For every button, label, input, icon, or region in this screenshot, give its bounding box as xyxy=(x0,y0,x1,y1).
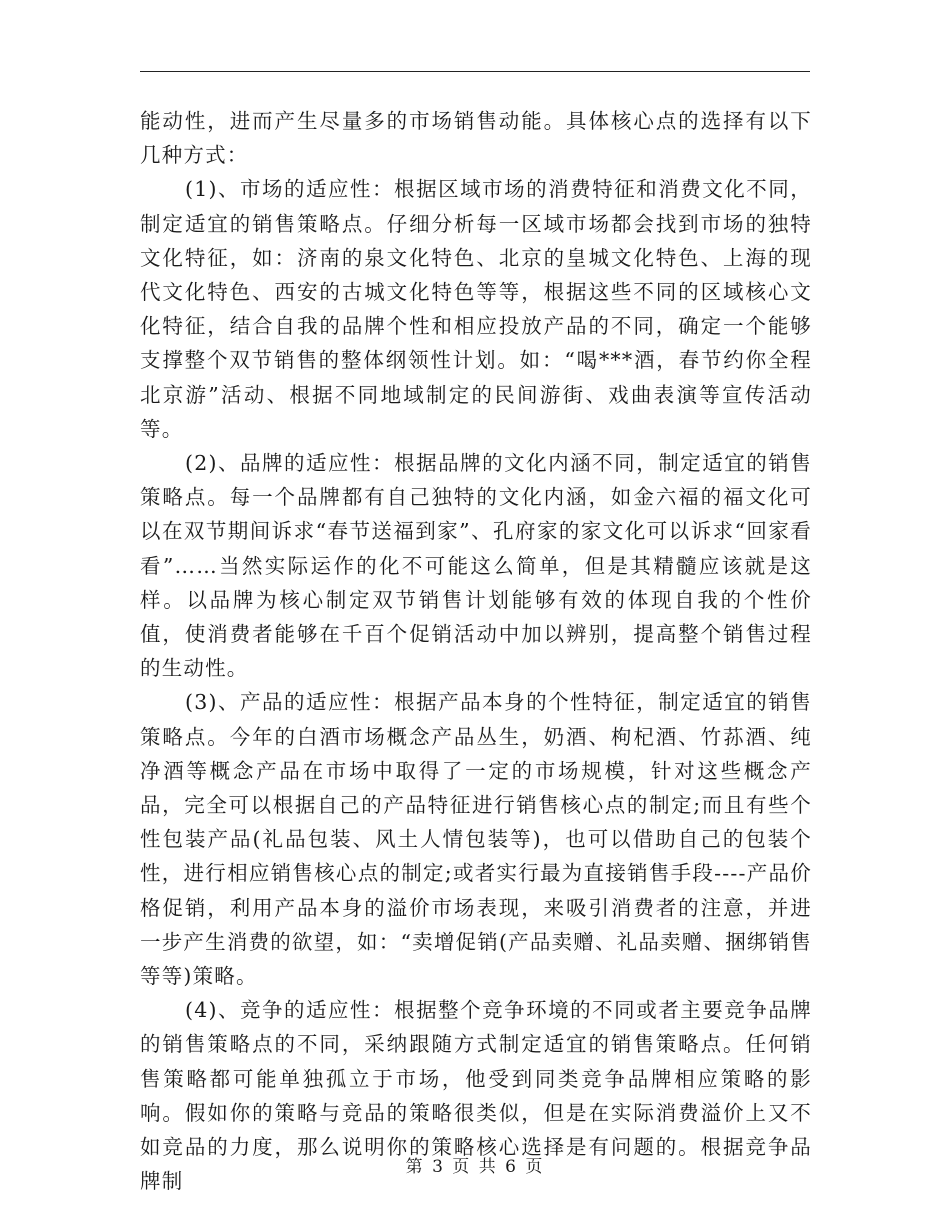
paragraph-market-adaptability: (1)、市场的适应性：根据区域市场的消费特征和消费文化不同，制定适宜的销售策略点。仔细分析每一区域市场都会找到市场的独特文化特征，如：济南的泉文化特色、北京的皇城文化特色、上海的现代文化特色、西安的古城文化特色等等，根据这些不同的区域核心文化特征，结合自我的品牌个性和相应投放产品的不同，确定一个能够支撑整个双节销售的整体纲领性计划。如：“喝***酒，春节约你全程北京游”活动、根据不同地域制定的民间游街、戏曲表演等宣传活动等。 xyxy=(140,177,812,441)
page-body xyxy=(140,104,812,1199)
page-number-footer: 第 3 页 共 6 页 xyxy=(405,1157,545,1177)
paragraph-product-adaptability: (3)、产品的适应性：根据产品本身的个性特征，制定适宜的销售策略点。今年的白酒市场概念产品丛生，奶酒、枸杞酒、竹荪酒、纯净酒等概念产品在市场中取得了一定的市场规模，针对这些概念产品，完全可以根据自己的产品特征进行销售核心点的制定;而且有些个性包装产品(礼品包装、风土人情包装等)，也可以借助自己的包装个性，进行相应销售核心点的制定;或者实行最为直接销售手段----产品价格促销，利用产品本身的溢价市场表现，来吸引消费者的注意，并进一步产生消费的欲望，如：“卖增促销(产品卖赠、礼品卖赠、捆绑销售等等)策略。 xyxy=(140,690,812,989)
header-rule xyxy=(140,71,810,72)
paragraph-continuation: 能动性，进而产生尽量多的市场销售动能。具体核心点的选择有以下几种方式： xyxy=(140,109,812,168)
paragraph-brand-adaptability: (2)、品牌的适应性：根据品牌的文化内涵不同，制定适宜的销售策略点。每一个品牌都有自己独特的文化内涵，如金六福的福文化可以在双节期间诉求“春节送福到家”、孔府家的家文化可以诉求“回家看看”……当然实际运作的化不可能这么简单，但是其精髓应该就是这样。以品牌为核心制定双节销售计划能够有效的体现自我的个性价值，使消费者能够在千百个促销活动中加以辨别，提高整个销售过程的生动性。 xyxy=(140,451,812,681)
paragraph-competition-adaptability: (4)、竞争的适应性：根据整个竞争环境的不同或者主要竞争品牌的销售策略点的不同，采纳跟随方式制定适宜的销售策略点。任何销售策略都可能单独孤立于市场，他受到同类竞争品牌相应策略的影响。假如你的策略与竞品的策略很类似，但是在实际消费溢价上又不如竞品的力度，那么说明你的策略核心选择是有问题的。根据竞争品牌制 xyxy=(140,998,812,1194)
